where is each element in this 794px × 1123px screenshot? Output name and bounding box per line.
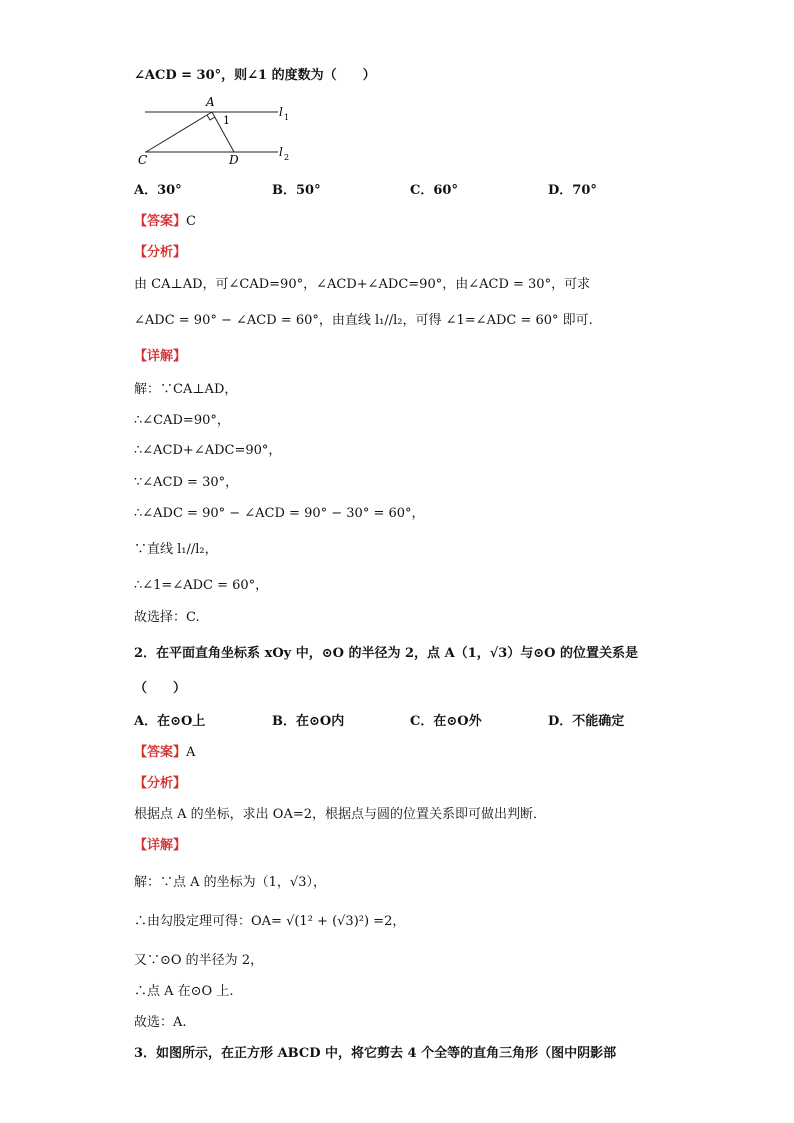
label-1: 1 <box>223 114 230 127</box>
q1-step: ∴∠CAD=90°， <box>134 413 230 428</box>
q2-step: 又∵⊙O 的半径为 2， <box>134 953 264 968</box>
q1-option-c: C．60° <box>410 183 458 198</box>
q1-analysis-tag: 【分析】 <box>134 245 187 260</box>
q2-stem-line-1: 2．在平面直角坐标系 xOy 中，⊙O 的半径为 2，点 A（1，√3）与⊙O 的位置关系是 <box>134 646 639 661</box>
q1-analysis-line-1: 由 CA⊥AD，可∠CAD=90°，∠ACD+∠ADC=90°，由∠ACD = 30°，可求 <box>134 277 591 292</box>
q1-analysis-line-2: ∠ADC = 90° − ∠ACD = 60°，由直线 l₁//l₂，可得 ∠1=∠ADC = 60° 即可. <box>134 313 593 328</box>
label-l1: l <box>279 105 283 119</box>
q1-option-b: B．50° <box>272 183 321 198</box>
q2-analysis-line-1: 根据点 A 的坐标，求出 OA=2，根据点与圆的位置关系即可做出判断． <box>134 807 546 822</box>
q2-step: 故选：A. <box>134 1015 187 1030</box>
q1-stem: ∠ACD = 30°，则∠1 的度数为（ ） <box>134 68 376 83</box>
q1-figure <box>130 92 300 168</box>
q1-option-a: A．30° <box>134 183 182 198</box>
q1-answer-row <box>134 215 196 228</box>
label-C: C <box>138 153 148 167</box>
label-D: D <box>229 153 239 167</box>
q2-detail-tag: 【详解】 <box>134 838 187 853</box>
q1-step: ∵∠ACD = 30°， <box>134 475 239 490</box>
q1-detail-tag: 【详解】 <box>134 349 187 364</box>
q1-step: ∵直线 l₁//l₂， <box>134 542 218 557</box>
q1-step: ∴∠ADC = 90° − ∠ACD = 90° − 30° = 60°， <box>134 506 425 521</box>
label-l1-sub: 1 <box>284 113 290 122</box>
q2-analysis-tag: 【分析】 <box>134 776 187 791</box>
q2-stem-line-2: （ ） <box>134 681 187 696</box>
q1-step: ∴∠ACD+∠ADC=90°， <box>134 443 282 458</box>
q2-answer-row <box>134 746 195 759</box>
q2-option-d: D．不能确定 <box>548 714 625 729</box>
answer-value: A <box>186 745 196 760</box>
q2-step: 解：∵点 A 的坐标为（1，√3）， <box>134 875 326 890</box>
q1-step: 故选择：C. <box>134 610 200 625</box>
q2-option-c: C．在⊙O外 <box>410 714 482 729</box>
q1-step: 解：∵CA⊥AD， <box>134 382 238 397</box>
q2-option-b: B．在⊙O内 <box>272 714 345 729</box>
label-l2-sub: 2 <box>284 153 290 162</box>
answer-tag: 【答案】 <box>134 745 187 760</box>
q2-option-a: A．在⊙O上 <box>134 714 206 729</box>
q2-step: ∴点 A 在⊙O 上. <box>134 984 234 999</box>
label-l2: l <box>279 145 283 159</box>
answer-tag: 【答案】 <box>134 214 187 229</box>
answer-value: C <box>186 214 196 229</box>
q1-option-d: D．70° <box>548 183 597 198</box>
q1-step: ∴∠1=∠ADC = 60°， <box>134 578 269 593</box>
q2-step: ∴由勾股定理可得：OA= √(1² + (√3)²) =2， <box>134 914 406 929</box>
label-A: A <box>206 95 215 109</box>
q3-stem-line-1: 3．如图所示，在正方形 ABCD 中，将它剪去 4 个全等的直角三角形（图中阴影部 <box>134 1046 617 1061</box>
segment-CA <box>146 112 212 152</box>
